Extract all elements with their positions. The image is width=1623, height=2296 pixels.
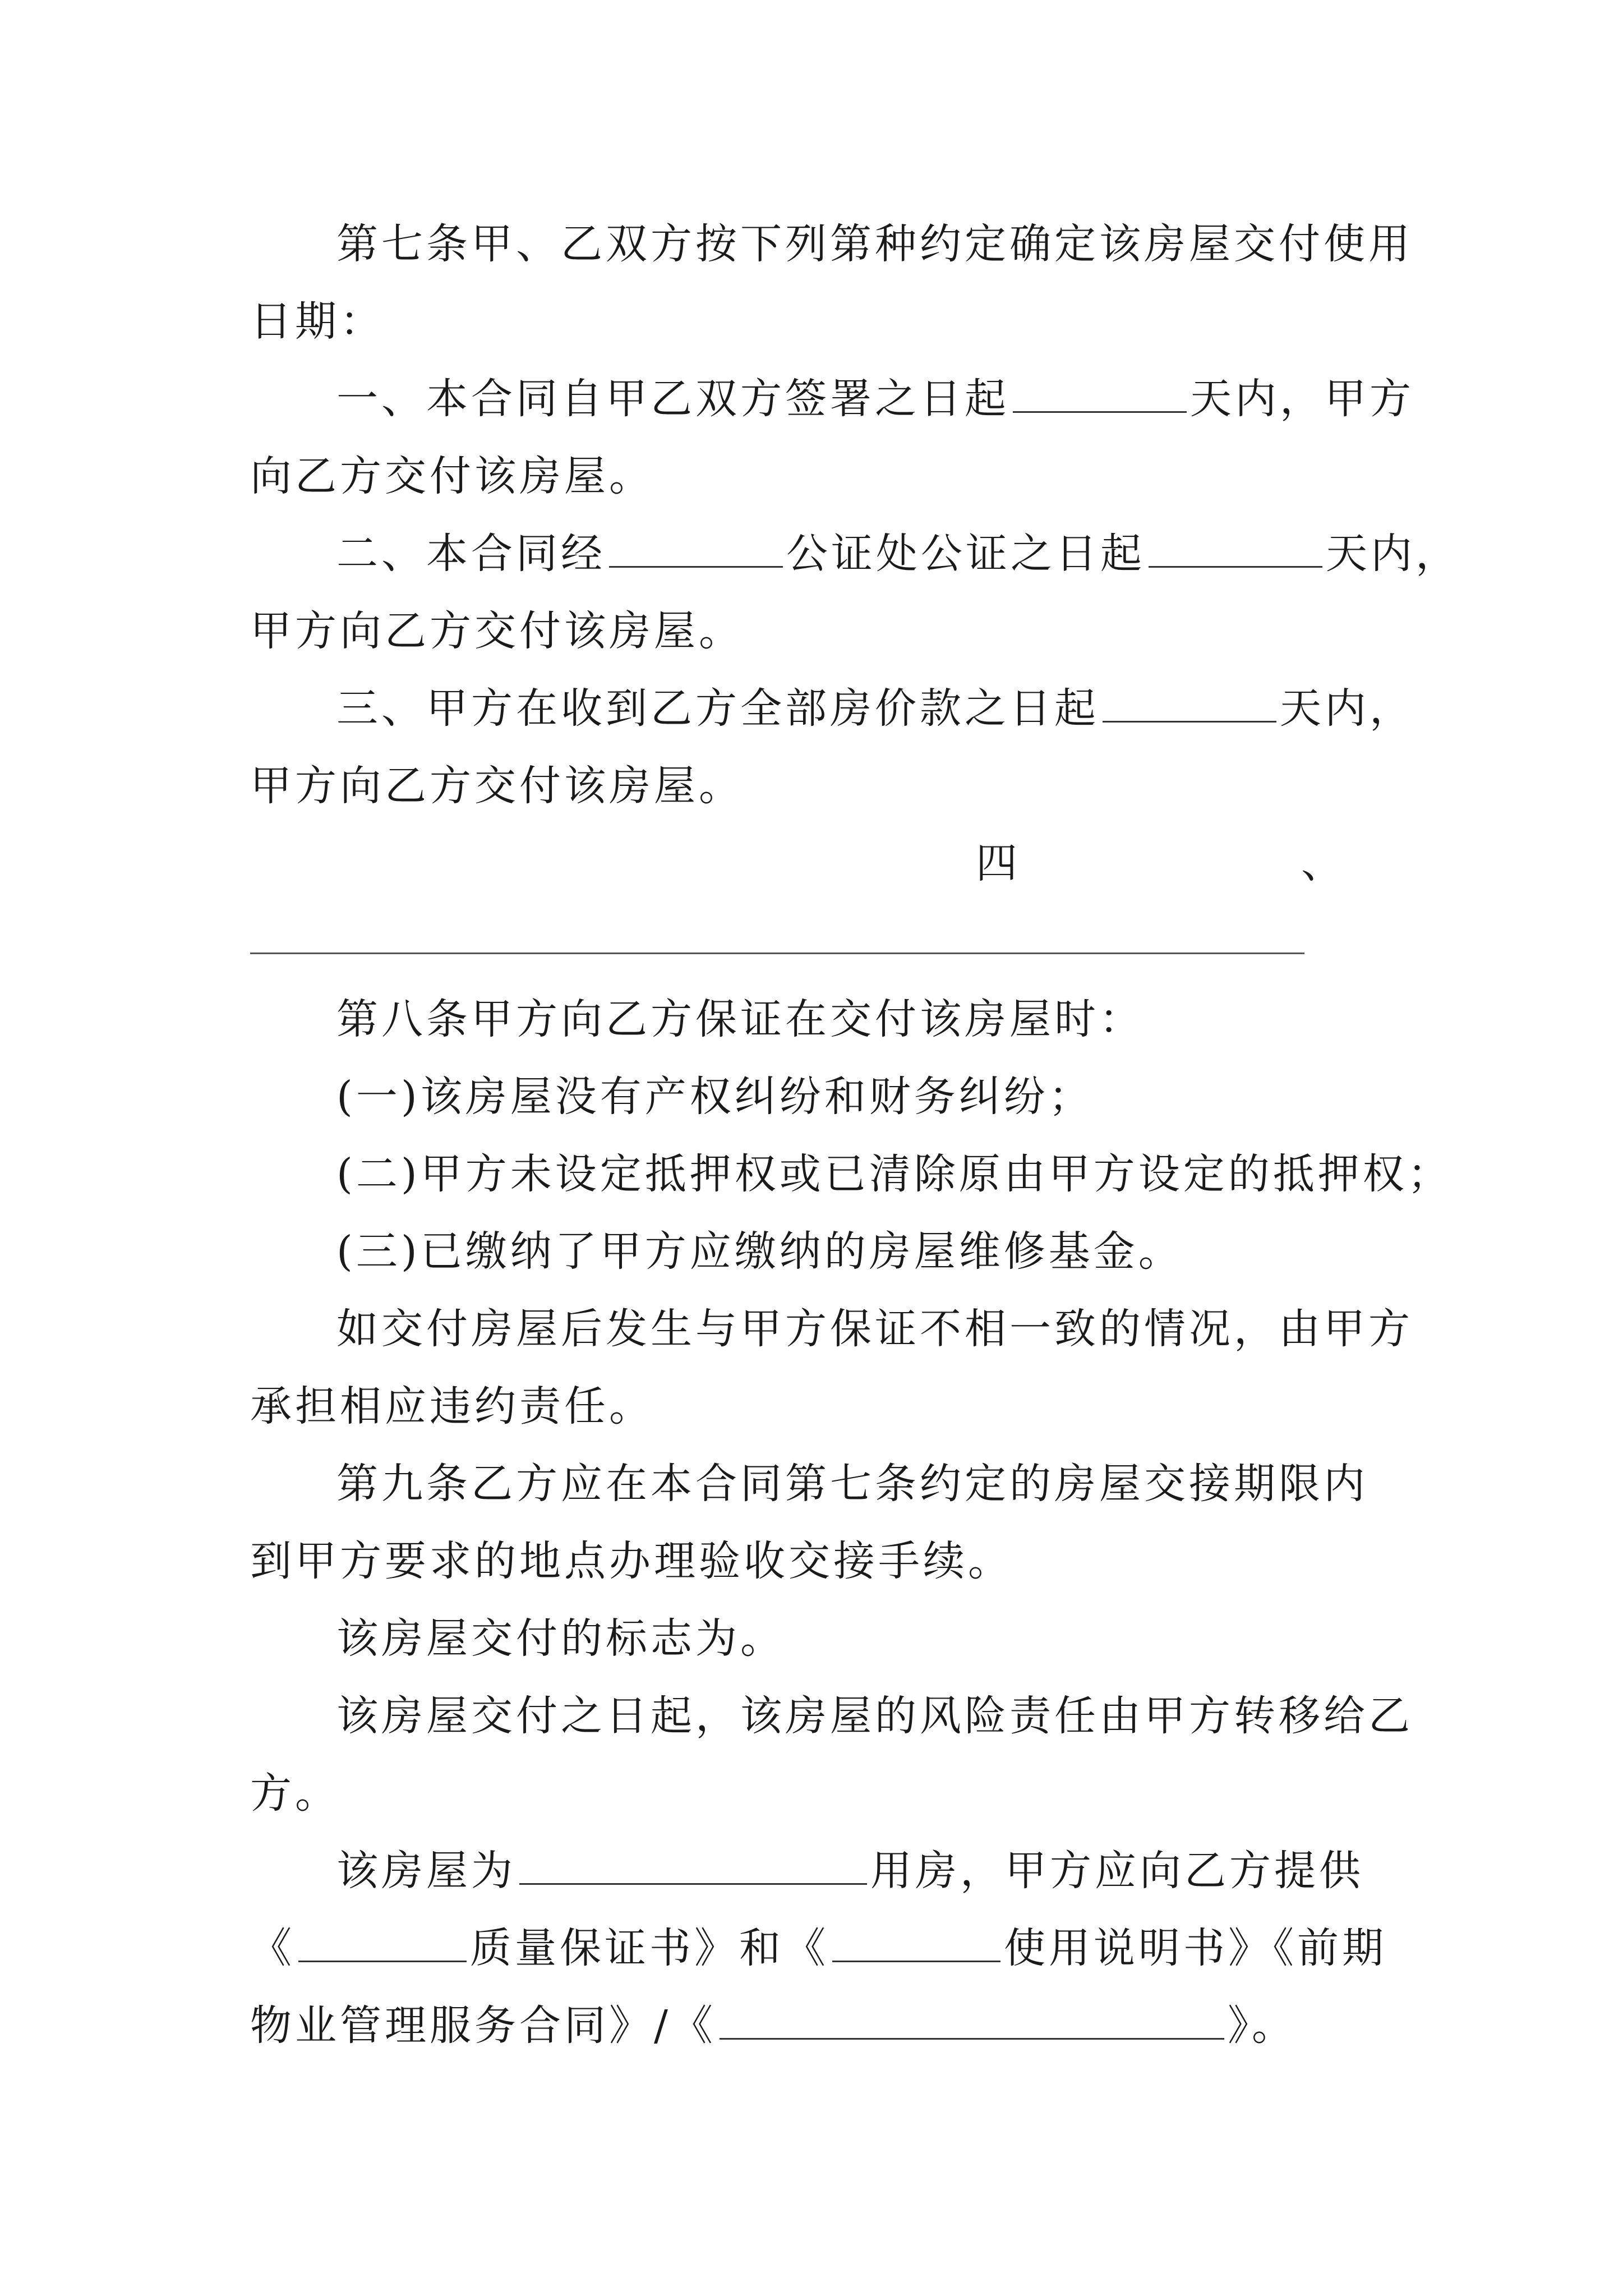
delivery-mark — [336, 1608, 1458, 1669]
clause-8-1 — [336, 1066, 1458, 1128]
fill-blank-line[interactable] — [250, 953, 1304, 954]
text-segment: (三)已缴纳了甲方应缴纳的房屋维修基金。 — [336, 1227, 1183, 1276]
text-segment: 使用说明书》《前期 — [1004, 1924, 1387, 1972]
text-segment: 承担相应违约责任。 — [250, 1382, 654, 1430]
risk-transfer — [336, 1685, 1458, 1747]
text-segment: 方。 — [250, 1769, 340, 1818]
text-segment: 甲方向乙方交付该房屋。 — [250, 762, 744, 810]
text-segment: 甲方向乙方交付该房屋。 — [250, 607, 744, 655]
article-8-note — [336, 1298, 1458, 1360]
fill-blank[interactable] — [609, 526, 783, 568]
text-segment: 该房屋为 — [336, 1847, 516, 1895]
clause-7-3 — [336, 678, 1458, 739]
text-segment: 》。 — [1227, 2001, 1297, 2050]
fill-blank[interactable] — [519, 1843, 867, 1885]
clause-7-2 — [336, 523, 1458, 585]
text-segment: 该房屋交付之日起，该房屋的风险责任由甲方转移给乙 — [336, 1692, 1413, 1740]
article-7-heading-cont — [250, 291, 1372, 352]
clause-7-3-cont — [250, 755, 1372, 817]
text-segment: 如交付房屋后发生与甲方保证不相一致的情况，由甲方 — [336, 1305, 1413, 1353]
risk-transfer-cont — [250, 1763, 1372, 1824]
article-8-note-cont — [250, 1375, 1372, 1437]
text-segment: (一)该房屋没有产权纠纷和财务纠纷； — [336, 1073, 1094, 1121]
clause-8-2 — [336, 1143, 1458, 1205]
text-segment: 质量保证书》和《 — [470, 1924, 829, 1972]
fill-blank[interactable] — [832, 1920, 1000, 1962]
clause-7-4 — [976, 832, 1368, 894]
text-segment: 天内，甲方 — [1190, 375, 1414, 423]
clause-7-2-cont — [250, 600, 1372, 662]
text-segment: 《 — [250, 1924, 295, 1972]
text-segment: 用房，甲方应向乙方提供 — [870, 1847, 1364, 1895]
house-usage — [336, 1840, 1458, 1902]
text-segment: 一、本合同自甲乙双方签署之日起 — [336, 375, 1009, 423]
text-segment: 第七条甲、乙双方按下列第种约定确定该房屋交付使用 — [336, 220, 1413, 268]
text-segment: 到甲方要求的地点办理验收交接手续。 — [250, 1537, 1013, 1585]
text-segment: 三、甲方在收到乙方全部房价款之日起 — [336, 684, 1099, 733]
text-segment: 该房屋交付的标志为。 — [336, 1614, 785, 1663]
clause-7-1-cont — [250, 445, 1372, 507]
clause-7-1 — [336, 368, 1458, 430]
text-segment: 日期： — [250, 297, 385, 346]
text-segment: 向乙方交付该房屋。 — [250, 452, 654, 500]
text-segment: 天内， — [1280, 684, 1414, 733]
article-9-heading-cont — [250, 1530, 1372, 1592]
article-8-heading — [336, 988, 1458, 1050]
house-usage-cont — [250, 1917, 1387, 1979]
article-9-heading — [336, 1453, 1458, 1515]
text-segment: 二、本合同经 — [336, 530, 606, 578]
fill-blank[interactable] — [1013, 371, 1187, 413]
fill-blank[interactable] — [720, 1998, 1224, 2040]
text-segment: 四 — [976, 839, 1021, 887]
clause-8-3 — [336, 1221, 1458, 1282]
text-segment: 第八条甲方向乙方保证在交付该房屋时： — [336, 995, 1144, 1043]
text-segment: 天内， — [1326, 530, 1460, 578]
fill-blank[interactable] — [1149, 526, 1322, 568]
house-usage-end — [250, 1995, 1372, 2056]
text-segment: (二)甲方未设定抵押权或已清除原由甲方设定的抵押权； — [336, 1150, 1453, 1198]
article-7-heading — [336, 213, 1458, 275]
fill-blank[interactable] — [298, 1920, 467, 1962]
fill-blank[interactable] — [1103, 680, 1276, 723]
text-segment: 公证处公证之日起 — [786, 530, 1145, 578]
text-segment: 物业管理服务合同》/《 — [250, 2001, 716, 2050]
text-segment: 第九条乙方应在本合同第七条约定的房屋交接期限内 — [336, 1460, 1368, 1508]
text-segment: 、 — [1301, 839, 1346, 887]
